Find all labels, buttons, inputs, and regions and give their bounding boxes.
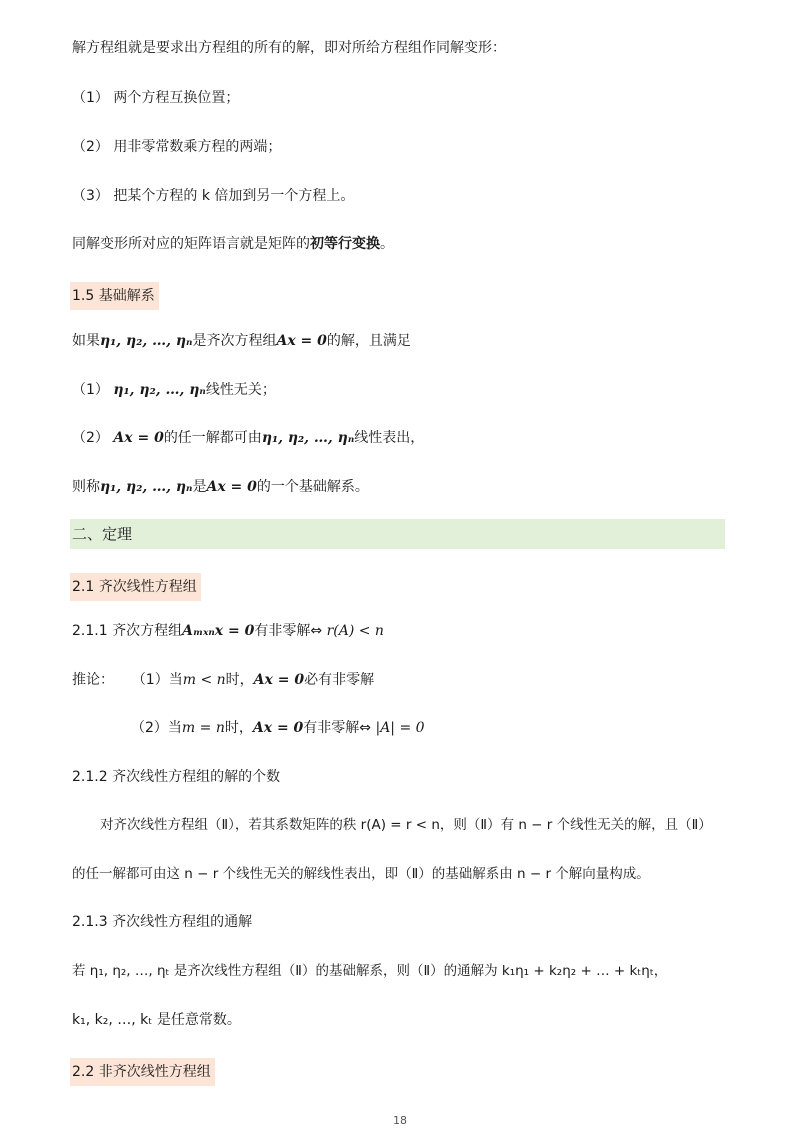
condition-1: （1） η₁, η₂, …, ηₙ线性无关； [72,382,276,398]
paragraph-2-1-2-line-1: 对齐次线性方程组（Ⅱ），若其系数矩阵的秩 r(A) = r < n，则（Ⅱ）有 n − r 个线性无关的解，且（Ⅱ） [100,817,712,833]
intro-paragraph: 解方程组就是要求出方程组的所有的解，即对所给方程组作同解变形： [72,40,506,56]
definition-line: 如果η₁, η₂, …, ηₙ是齐次方程组Ax = 0的解，且满足 [72,333,411,349]
chapter-heading: 二、定理 [72,525,133,543]
paragraph-2-1-3-line-2: k₁, k₂, …, kₜ 是任意常数。 [72,1012,241,1028]
op-item-3: （3） 把某个方程的 k 倍加到另一个方程上。 [72,188,355,204]
section-heading-1-5: 1.5 基础解系 [72,282,159,310]
corollary-1: 推论： （1）当m < n时，Ax = 0必有非零解 [72,672,375,688]
chapter-highlight [70,519,725,549]
matrix-note: 同解变形所对应的矩阵语言就是矩阵的初等行变换。 [72,236,394,252]
section-heading-2-1: 2.1 齐次线性方程组 [72,573,201,601]
paragraph-2-1-3-line-1: 若 η₁, η₂, …, ηₜ 是齐次线性方程组（Ⅱ）的基础解系，则（Ⅱ）的通解为 k₁η₁ + k₂η₂ + … + kₜηₜ， [72,963,668,979]
op-item-1: （1） 两个方程互换位置； [72,90,240,106]
theorem-2-1-1: 2.1.1 齐次方程组Aₘₓₙx = 0有非零解⇔ r(A) < n [72,623,384,639]
section-heading-2-1-2: 2.1.2 齐次线性方程组的解的个数 [72,769,281,785]
section-heading-2-2: 2.2 非齐次线性方程组 [72,1058,215,1086]
section-heading-2-1-3: 2.1.3 齐次线性方程组的通解 [72,914,253,930]
bold-term: 初等行变换 [310,236,380,252]
condition-2: （2） Ax = 0的任一解都可由η₁, η₂, …, ηₙ线性表出， [72,430,425,446]
paragraph-2-1-2-line-2: 的任一解都可由这 n − r 个线性无关的解线性表出，即（Ⅱ）的基础解系由 n − r 个解向量构成。 [72,866,650,882]
op-item-2: （2） 用非零常数乘方程的两端； [72,139,282,155]
conclusion-line: 则称η₁, η₂, …, ηₙ是Ax = 0的一个基础解系。 [72,479,369,495]
page-number: 18 [393,1114,407,1127]
corollary-2: （2）当m = n时，Ax = 0有非零解⇔ |A| = 0 [131,720,425,736]
